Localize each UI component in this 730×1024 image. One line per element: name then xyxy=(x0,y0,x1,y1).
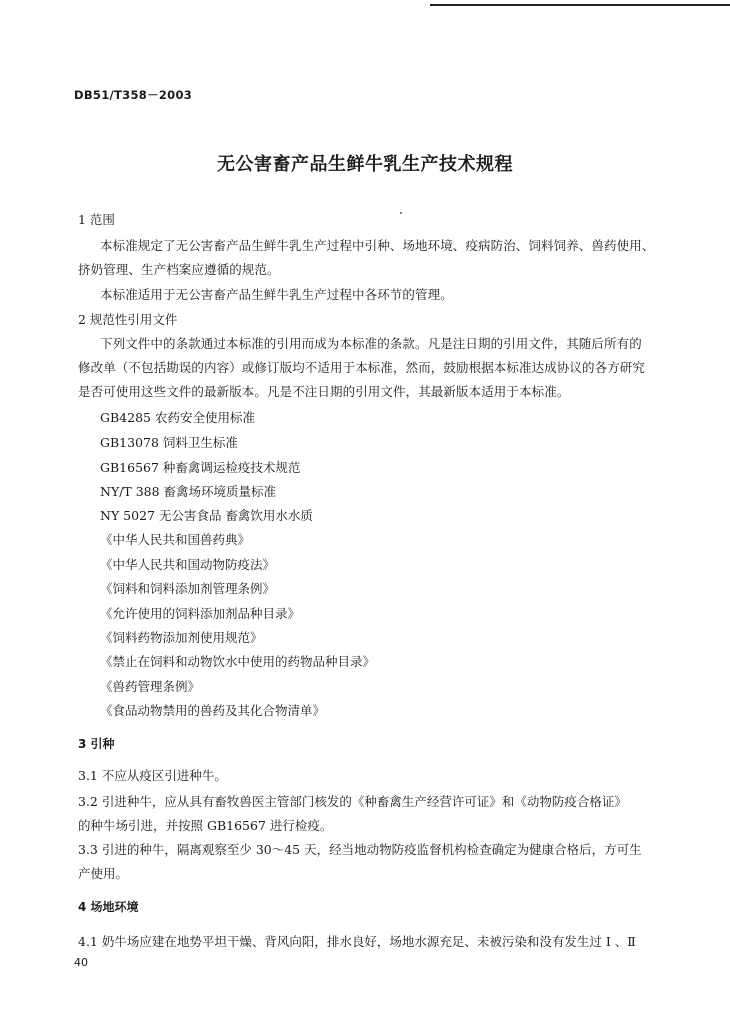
clause-3-3-line-1: 3.3 引进的种牛，隔离观察至少 30～45 天，经当地动物防疫监督机构检查确定为健康合格后，方可生 xyxy=(78,842,642,857)
section-1-para-2: 本标准适用于无公害畜产品生鲜牛乳生产过程中各环节的管理。 xyxy=(100,287,453,302)
reference-item: 《禁止在饲料和动物饮水中使用的药物品种目录》 xyxy=(100,654,376,669)
speck xyxy=(400,212,402,214)
reference-item: GB16567 种畜禽调运检疫技术规范 xyxy=(100,460,301,475)
reference-item: GB4285 农药安全使用标准 xyxy=(100,410,255,425)
section-2-para-line-2: 修改单（不包括勘误的内容）或修订版均不适用于本标准，然而，鼓励根据本标准达成协议的各方研究 xyxy=(78,360,646,375)
reference-item: 《允许使用的饲料添加剂品种目录》 xyxy=(100,606,301,621)
standard-code: DB51/T358－2003 xyxy=(74,88,193,102)
reference-item: 《食品动物禁用的兽药及其化合物清单》 xyxy=(100,703,326,718)
reference-item: GB13078 饲料卫生标准 xyxy=(100,435,238,450)
reference-item: 《饲料药物添加剂使用规范》 xyxy=(100,630,263,645)
section-1-heading: 1 范围 xyxy=(78,212,115,227)
top-rule xyxy=(430,4,730,6)
clause-3-1: 3.1 不应从疫区引进种牛。 xyxy=(78,768,227,783)
reference-item: 《兽药管理条例》 xyxy=(100,679,201,694)
clause-4-1-line-1: 4.1 奶牛场应建在地势平坦干燥、背风向阳，排水良好，场地水源充足、未被污染和没有发生过 Ⅰ 、Ⅱ xyxy=(78,934,636,949)
reference-item: 《中华人民共和国动物防疫法》 xyxy=(100,557,276,572)
reference-item: NY 5027 无公害食品 畜禽饮用水水质 xyxy=(100,508,313,523)
clause-3-3-line-2: 产使用。 xyxy=(78,866,129,881)
page-title: 无公害畜产品生鲜牛乳生产技术规程 xyxy=(217,154,513,175)
reference-item: NY/T 388 畜禽场环境质量标准 xyxy=(100,484,277,499)
section-1-para-1-line-2: 挤奶管理、生产档案应遵循的规范。 xyxy=(78,262,280,277)
section-1-para-1-line-1: 本标准规定了无公害畜产品生鲜牛乳生产过程中引种、场地环境、疫病防治、饲料饲养、兽药使用、 xyxy=(100,238,655,253)
section-2-heading: 2 规范性引用文件 xyxy=(78,312,178,327)
clause-3-2-line-1: 3.2 引进种牛，应从具有畜牧兽医主管部门核发的《种畜禽生产经营许可证》和《动物防疫合格证》 xyxy=(78,794,627,809)
section-4-heading: 4 场地环境 xyxy=(78,900,139,914)
section-3-heading: 3 引种 xyxy=(78,737,115,751)
reference-item: 《饲料和饲料添加剂管理条例》 xyxy=(100,581,276,596)
reference-item: 《中华人民共和国兽药典》 xyxy=(100,532,251,547)
section-2-para-line-1: 下列文件中的条款通过本标准的引用而成为本标准的条款。凡是注日期的引用文件，其随后所有的 xyxy=(100,336,642,351)
clause-3-2-line-2: 的种牛场引进，并按照 GB16567 进行检疫。 xyxy=(78,818,333,833)
section-2-para-line-3: 是否可使用这些文件的最新版本。凡是不注日期的引用文件，其最新版本适用于本标准。 xyxy=(78,384,570,399)
page-number: 40 xyxy=(74,956,88,969)
